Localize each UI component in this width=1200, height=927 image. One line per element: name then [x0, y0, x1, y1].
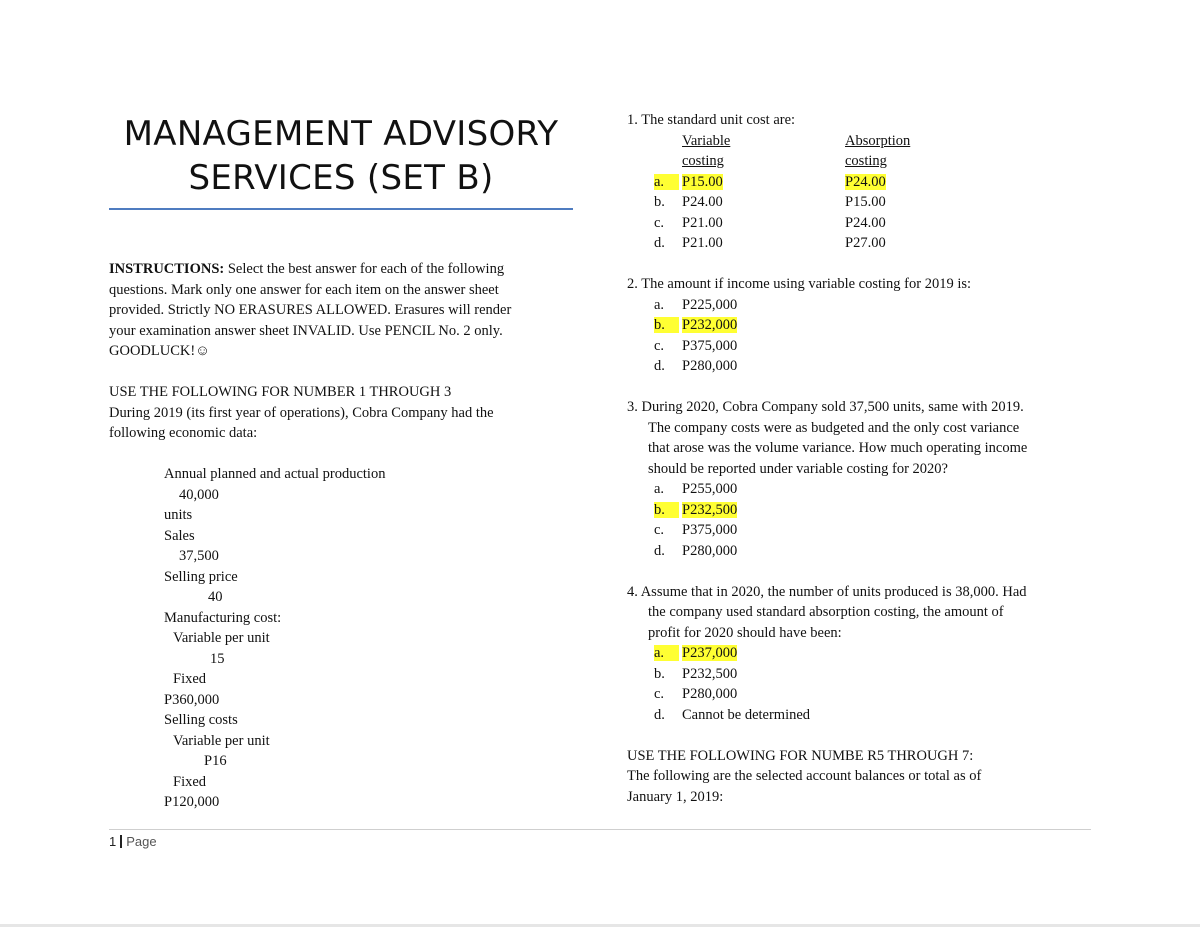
page-label: Page — [126, 834, 157, 849]
q2-option-a — [627, 295, 1097, 316]
title-underline — [109, 208, 573, 210]
footer-separator — [120, 835, 122, 848]
right-column — [627, 110, 1097, 807]
econ-item: 40 — [208, 589, 223, 605]
q4-option-a — [627, 643, 1097, 664]
q4-option-b — [627, 664, 1097, 685]
q2-option-d — [627, 356, 1097, 377]
q1-option-d — [627, 233, 1097, 254]
q1-col1-header: Variable — [682, 132, 731, 149]
option-value: P24.00 — [845, 173, 886, 190]
option-label: c. — [654, 214, 665, 231]
instructions-line-5: GOODLUCK!☺ — [109, 343, 210, 359]
question-3-line-1: 3. During 2020, Cobra Company sold 37,500 units, same with 2019. — [627, 399, 1024, 415]
option-label: d. — [654, 235, 665, 251]
option-label: c. — [654, 686, 665, 702]
setup-heading: USE THE FOLLOWING FOR NUMBER 1 THROUGH 3 — [109, 384, 452, 400]
econ-item: P360,000 — [164, 691, 220, 708]
option-value: P15.00 — [845, 194, 886, 210]
page-number: 1 — [109, 834, 117, 849]
option-value: P280,000 — [682, 686, 738, 702]
option-label: a. — [654, 173, 665, 190]
title-line-1: MANAGEMENT ADVISORY — [123, 114, 559, 154]
econ-item: P120,000 — [164, 794, 220, 810]
econ-item: Manufacturing cost: — [164, 609, 282, 626]
question-1-text: 1. The standard unit cost are: — [627, 112, 796, 128]
option-value: P27.00 — [845, 235, 886, 251]
econ-item: Fixed — [173, 671, 207, 687]
document-title — [110, 112, 572, 200]
option-label: b. — [654, 665, 665, 682]
q4-option-c — [627, 684, 1097, 705]
option-value: P255,000 — [682, 481, 738, 497]
option-label: a. — [654, 296, 665, 313]
option-value: P15.00 — [682, 173, 723, 190]
question-4-line-2: the company used standard absorption costing, the amount of — [648, 604, 1004, 620]
option-label: b. — [654, 194, 665, 210]
footer-divider — [109, 829, 1091, 830]
q1-col2-header-2: costing — [845, 153, 887, 169]
econ-item: 37,500 — [179, 548, 219, 564]
instructions-line-2: questions. Mark only one answer for each item on the answer sheet — [109, 281, 499, 298]
option-value: P375,000 — [682, 337, 738, 354]
q4-option-d — [627, 705, 1097, 726]
option-label: b. — [654, 317, 665, 333]
option-value: P232,500 — [682, 665, 738, 682]
econ-item: Sales — [164, 527, 195, 544]
setup2-line-1: The following are the selected account balances or total as of — [627, 768, 982, 784]
option-value: P232,500 — [682, 501, 738, 518]
q3-option-a — [627, 479, 1097, 500]
econ-item: 15 — [210, 650, 225, 667]
q1-col1-header-2: costing — [682, 153, 724, 169]
option-value: P280,000 — [682, 358, 738, 374]
econ-item: Fixed — [173, 773, 207, 790]
option-label: d. — [654, 542, 665, 559]
setup-line-1: During 2019 (its first year of operations), Cobra Company had the — [109, 404, 494, 421]
q1-header-row-1 — [627, 131, 1097, 152]
option-value: P232,000 — [682, 317, 738, 333]
econ-item: Selling price — [164, 568, 238, 585]
econ-item: Selling costs — [164, 712, 238, 728]
option-value: P237,000 — [682, 645, 738, 661]
q3-option-d — [627, 541, 1097, 562]
econ-item: units — [164, 507, 193, 523]
option-label: c. — [654, 337, 665, 354]
econ-item: Annual planned and actual production — [164, 466, 386, 482]
instructions-line-1: INSTRUCTIONS: Select the best answer for each of the following — [109, 261, 505, 277]
option-value: Cannot be determined — [682, 706, 811, 723]
option-value: P375,000 — [682, 522, 738, 538]
q2-option-b — [627, 315, 1097, 336]
econ-item: Variable per unit — [173, 732, 270, 749]
econ-item: 40,000 — [179, 486, 219, 503]
title-line-2: SERVICES (SET B) — [188, 158, 494, 198]
option-value: P280,000 — [682, 542, 738, 559]
question-4-line-3: profit for 2020 should have been: — [648, 624, 842, 641]
setup-line-2: following economic data: — [109, 425, 258, 441]
econ-item: Variable per unit — [173, 630, 270, 646]
q1-option-b — [627, 192, 1097, 213]
option-value: P225,000 — [682, 296, 738, 313]
q2-option-c — [627, 336, 1097, 357]
option-label: b. — [654, 501, 665, 518]
question-4-line-1: 4. Assume that in 2020, the number of units produced is 38,000. Had — [627, 583, 1027, 600]
option-value: P24.00 — [845, 214, 886, 231]
question-2-text: 2. The amount if income using variable costing for 2019 is: — [627, 276, 972, 292]
page-footer — [109, 834, 157, 849]
option-label: c. — [654, 522, 665, 538]
option-value: P21.00 — [682, 235, 723, 251]
q1-option-a — [627, 172, 1097, 193]
q1-col2-header: Absorption — [845, 132, 911, 149]
option-label: d. — [654, 706, 665, 723]
instructions-label: INSTRUCTIONS: — [109, 261, 225, 277]
option-label: d. — [654, 358, 665, 374]
option-value: P21.00 — [682, 214, 723, 231]
q3-option-c — [627, 520, 1097, 541]
econ-item: P16 — [204, 753, 227, 769]
option-label: a. — [654, 481, 665, 497]
q1-option-c — [627, 213, 1097, 234]
q1-header-row-2 — [627, 151, 1097, 172]
left-column — [109, 259, 579, 813]
economic-data-list — [164, 464, 579, 813]
option-value: P24.00 — [682, 194, 723, 210]
question-3-line-4: should be reported under variable costing for 2020? — [648, 460, 948, 477]
option-label: a. — [654, 645, 665, 661]
instructions-line-3: provided. Strictly NO ERASURES ALLOWED. Erasures will render — [109, 302, 512, 318]
q3-option-b — [627, 500, 1097, 521]
instructions-line-4: your examination answer sheet INVALID. Use PENCIL No. 2 only. — [109, 322, 503, 339]
setup2-heading: USE THE FOLLOWING FOR NUMBE R5 THROUGH 7: — [627, 747, 974, 764]
question-3-line-2: The company costs were as budgeted and the only cost variance — [648, 419, 1020, 436]
setup2-line-2: January 1, 2019: — [627, 788, 724, 805]
question-3-line-3: that arose was the volume variance. How much operating income — [648, 440, 1028, 456]
